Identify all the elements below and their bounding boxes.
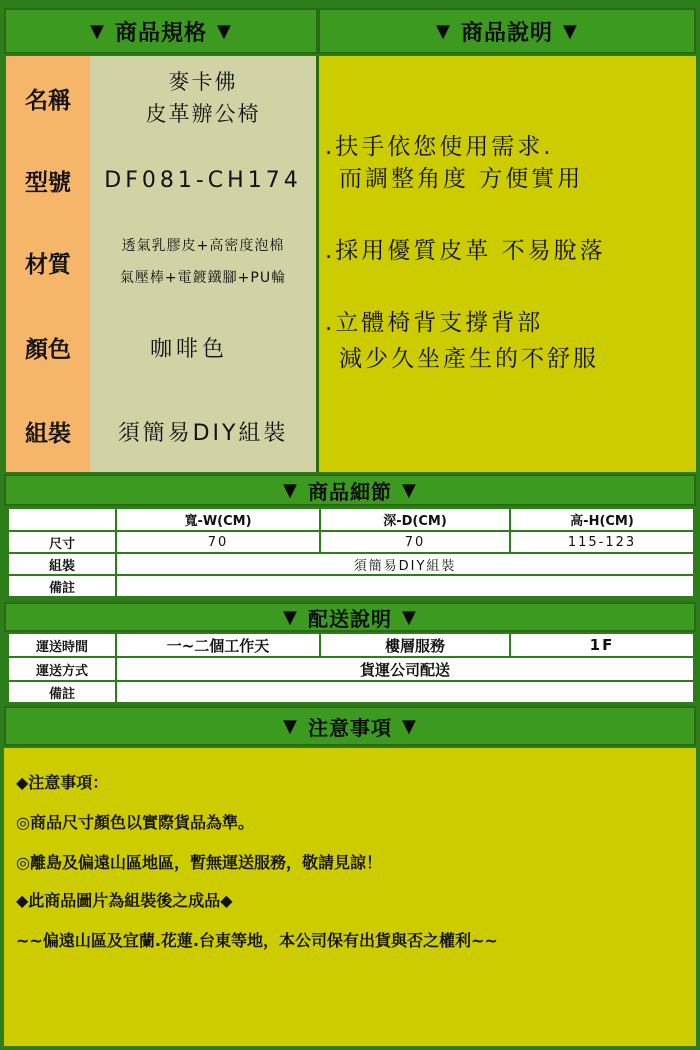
delivery-remark-value xyxy=(116,681,694,703)
desc-line-3: .採用優質皮革 不易脫落 xyxy=(325,238,606,264)
spec-material-line2: 氣壓棒+電鍍鐵腳+PU輪 xyxy=(119,270,287,286)
delivery-header-label: 配送說明 xyxy=(308,606,392,631)
description-panel xyxy=(316,56,696,472)
triangle-down-icon: ▼ xyxy=(563,20,578,42)
detail-corner xyxy=(8,508,116,531)
detail-table xyxy=(4,508,696,602)
spec-header xyxy=(4,8,318,54)
detail-remark-label: 備註 xyxy=(8,575,116,597)
spec-name-line2: 皮革辦公椅 xyxy=(145,102,261,126)
delivery-floor-value: 1F xyxy=(510,633,694,657)
spec-name-line1: 麥卡佛 xyxy=(168,70,238,94)
detail-d-value: 70 xyxy=(320,531,510,553)
detail-remark-value xyxy=(116,575,694,597)
notice-line-5: ~~偏遠山區及宜蘭.花蓮.台東等地，本公司保有出貨與否之權利~~ xyxy=(16,931,498,950)
detail-header xyxy=(4,474,696,506)
detail-assembly-value: 須簡易DIY組裝 xyxy=(116,553,694,575)
triangle-down-icon: ▼ xyxy=(217,20,232,42)
desc-header xyxy=(318,8,696,54)
spec-value-color: 咖啡色 xyxy=(90,304,316,390)
spec-label-model: 型號 xyxy=(6,140,90,220)
spec-value-material xyxy=(90,220,316,304)
detail-header-label: 商品細節 xyxy=(308,479,392,504)
detail-assembly-label: 組裝 xyxy=(8,553,116,575)
notice-header xyxy=(4,706,696,746)
triangle-down-icon: ▼ xyxy=(436,20,451,42)
triangle-down-icon: ▼ xyxy=(402,606,417,628)
detail-col-h: 高-H(CM) xyxy=(510,508,694,531)
notice-header-label: 注意事項 xyxy=(308,715,392,740)
desc-line-1: .扶手依您使用需求. xyxy=(325,134,554,160)
delivery-time-value: 一~二個工作天 xyxy=(116,633,320,657)
notice-line-1: ◆注意事項： xyxy=(16,773,109,792)
spec-label-name: 名稱 xyxy=(6,56,90,140)
desc-line-5: 減少久坐產生的不舒服 xyxy=(339,346,599,372)
desc-line-2: 而調整角度 方便實用 xyxy=(339,166,584,192)
delivery-time-label: 運送時間 xyxy=(8,633,116,657)
notice-line-2: ◎商品尺寸顏色以實際貨品為準。 xyxy=(16,813,254,832)
triangle-down-icon: ▼ xyxy=(90,20,105,42)
spec-label-assembly: 組裝 xyxy=(6,390,90,472)
delivery-floor-label: 樓層服務 xyxy=(320,633,510,657)
notice-line-4: ◆此商品圖片為組裝後之成品◆ xyxy=(16,891,233,910)
desc-line-4: .立體椅背支撐背部 xyxy=(325,310,544,336)
delivery-method-label: 運送方式 xyxy=(8,657,116,681)
spec-header-label: 商品規格 xyxy=(114,20,207,46)
spec-material-line1: 透氣乳膠皮+高密度泡棉 xyxy=(121,238,285,254)
triangle-down-icon: ▼ xyxy=(283,479,298,501)
delivery-header xyxy=(4,602,696,632)
notice-line-3: ◎離島及偏遠山區地區，暫無運送服務，敬請見諒！ xyxy=(16,853,382,872)
triangle-down-icon: ▼ xyxy=(283,606,298,628)
detail-w-value: 70 xyxy=(116,531,320,553)
detail-col-d: 深-D(CM) xyxy=(320,508,510,531)
delivery-remark-label: 備註 xyxy=(8,681,116,703)
spec-value-model: DF081-CH174 xyxy=(90,140,316,220)
delivery-table xyxy=(4,633,696,705)
delivery-method-value: 貨運公司配送 xyxy=(116,657,694,681)
spec-value-assembly: 須簡易DIY組裝 xyxy=(90,390,316,472)
spec-label-material: 材質 xyxy=(6,220,90,304)
spec-value-name xyxy=(90,56,316,140)
notice-panel xyxy=(4,748,696,1046)
triangle-down-icon: ▼ xyxy=(402,479,417,501)
spec-label-color: 顏色 xyxy=(6,304,90,390)
triangle-down-icon: ▼ xyxy=(402,715,417,737)
triangle-down-icon: ▼ xyxy=(283,715,298,737)
detail-col-w: 寬-W(CM) xyxy=(116,508,320,531)
detail-size-label: 尺寸 xyxy=(8,531,116,553)
desc-header-label: 商品說明 xyxy=(460,20,553,46)
detail-h-value: 115-123 xyxy=(510,531,694,553)
